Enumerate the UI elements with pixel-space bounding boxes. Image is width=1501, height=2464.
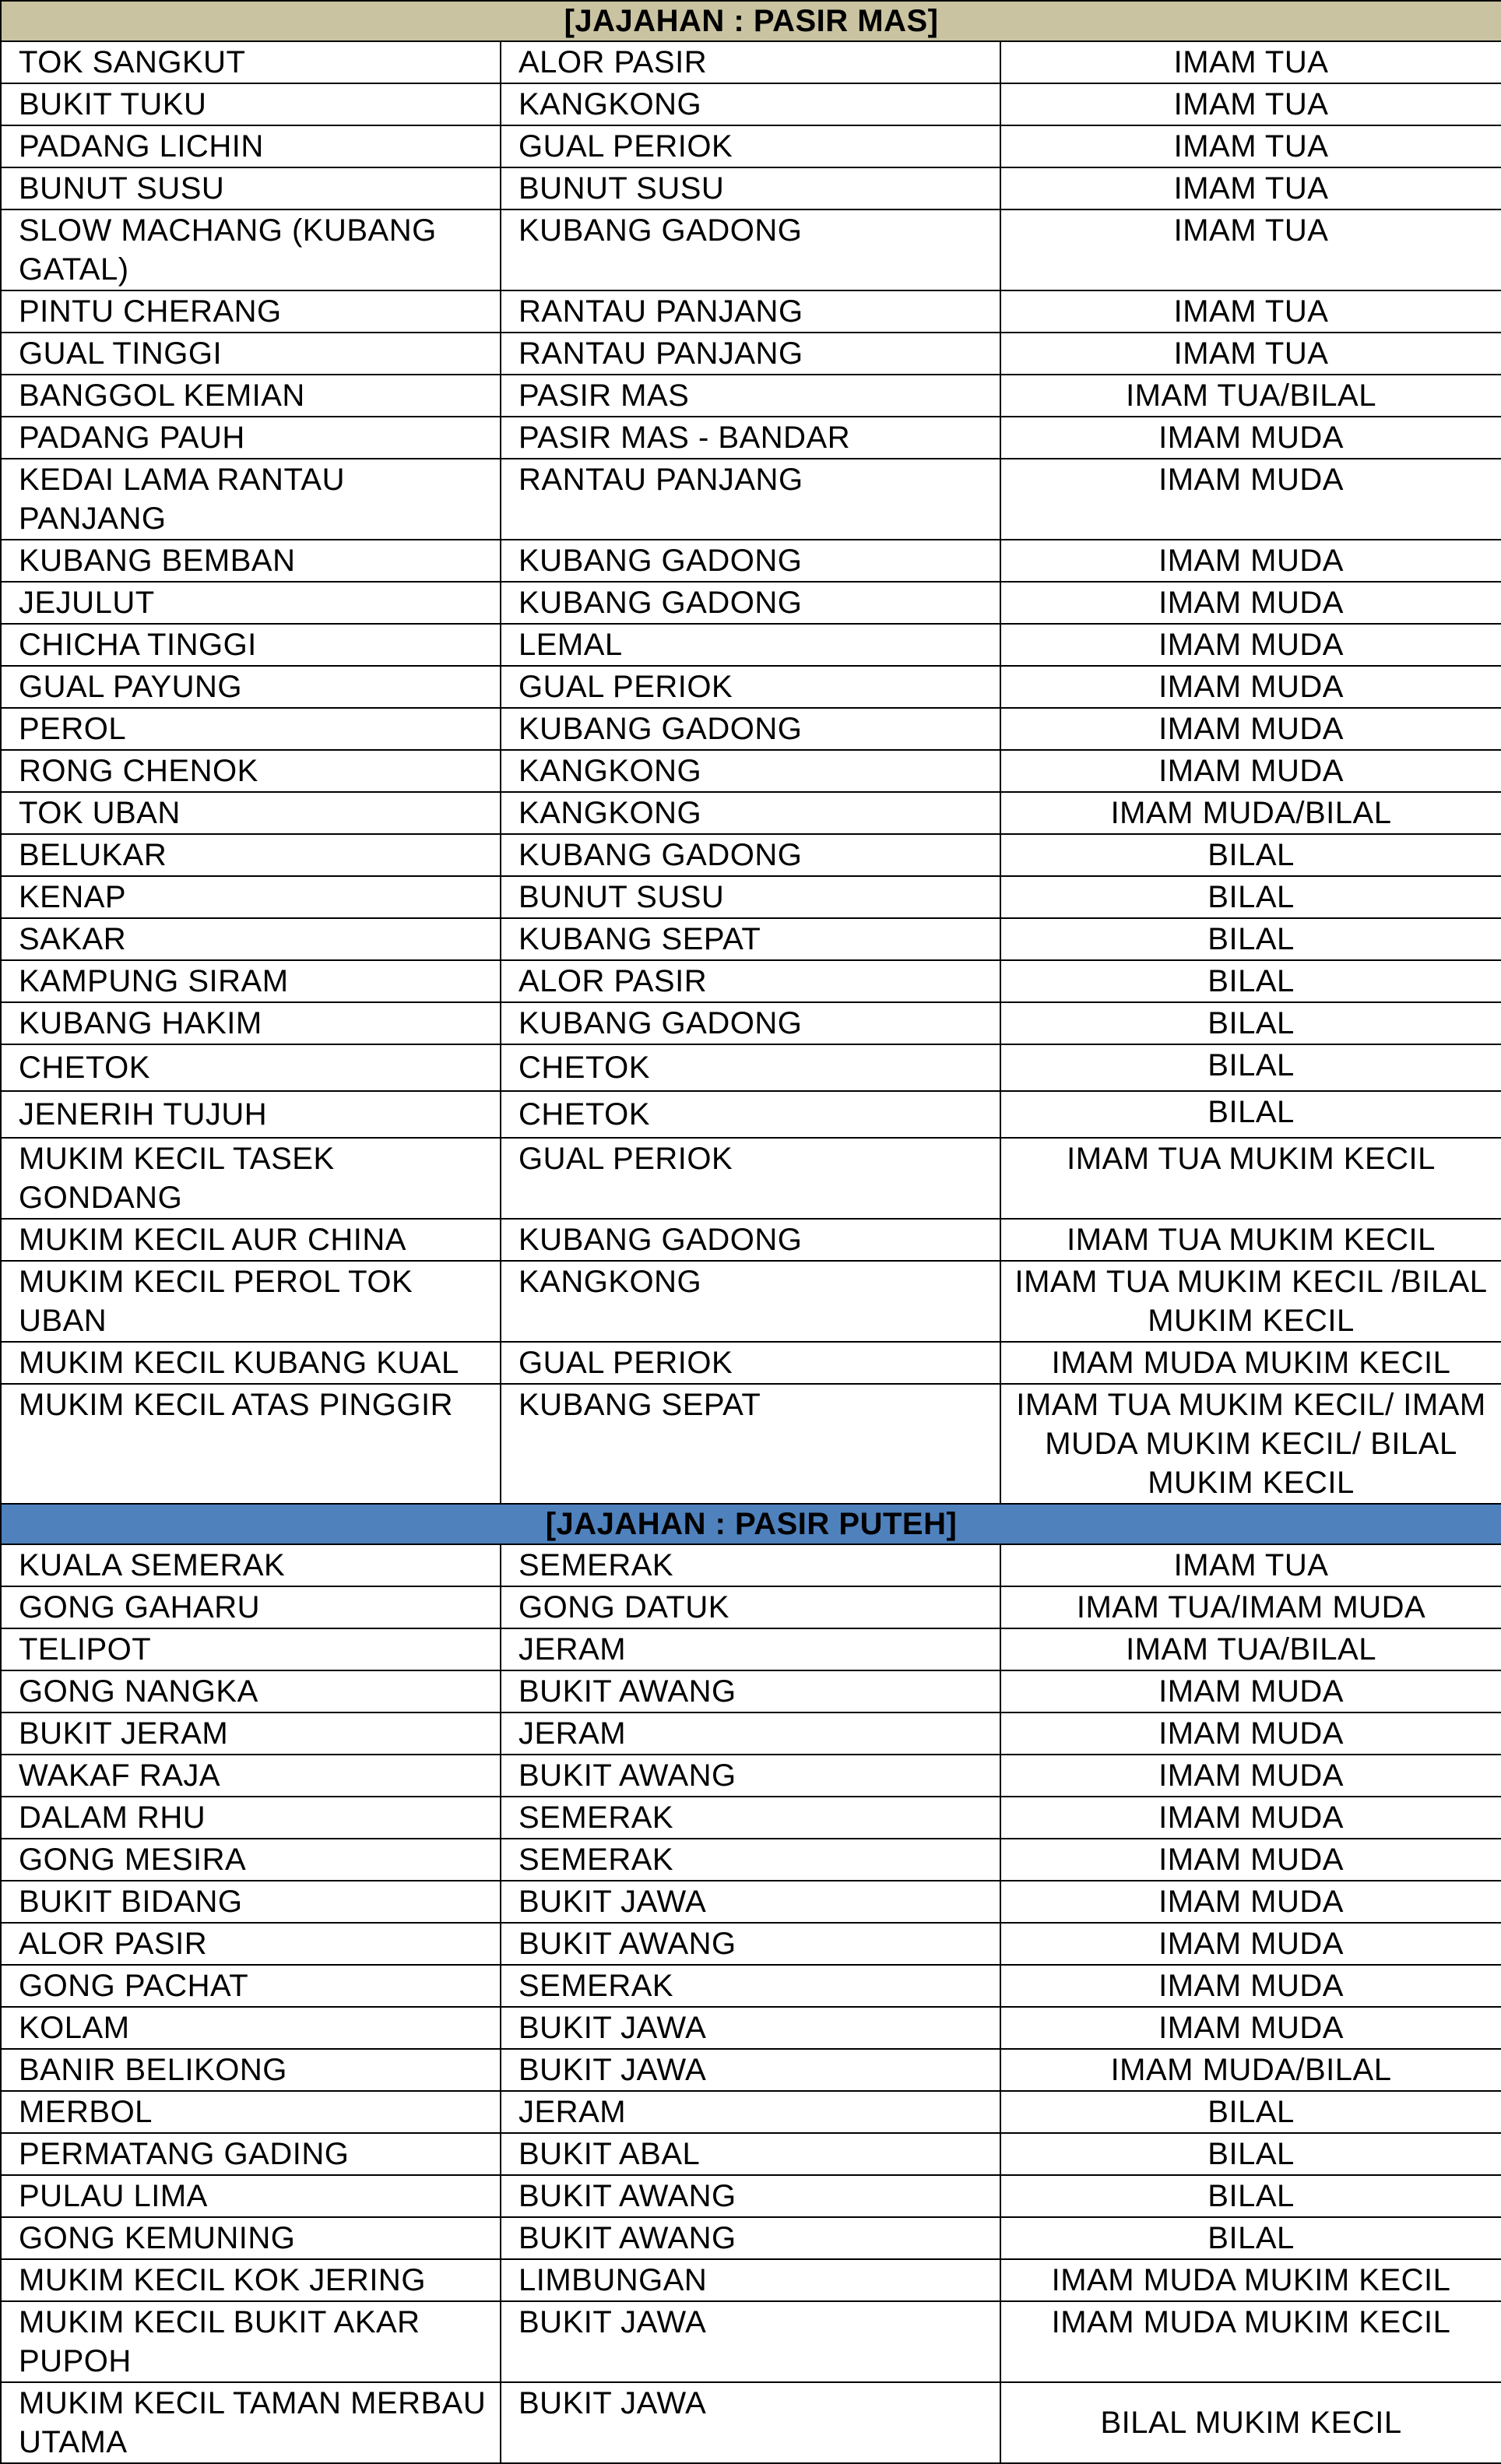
daerah-cell: KUBANG GADONG <box>501 708 1000 750</box>
mukim-cell: KENAP <box>1 876 501 918</box>
jawatan-cell: IMAM TUA/BILAL <box>1000 375 1501 417</box>
table-row <box>1 417 1501 459</box>
jawatan-cell: IMAM MUDA <box>1000 582 1501 624</box>
jawatan-cell: IMAM MUDA <box>1000 2007 1501 2049</box>
table-row <box>1 918 1501 960</box>
jawatan-cell: IMAM MUDA MUKIM KECIL <box>1000 2259 1501 2301</box>
table-row <box>1 1091 1501 1138</box>
mukim-cell: CHICHA TINGGI <box>1 624 501 666</box>
table-row <box>1 750 1501 792</box>
mukim-cell: PADANG LICHIN <box>1 125 501 167</box>
jawatan-cell: IMAM TUA <box>1000 333 1501 375</box>
table-row <box>1 1002 1501 1044</box>
section-header <box>1 1504 1501 1544</box>
jawatan-cell: IMAM TUA <box>1000 290 1501 333</box>
jawatan-cell: IMAM MUDA <box>1000 666 1501 708</box>
mukim-cell: KEDAI LAMA RANTAU PANJANG <box>1 459 501 540</box>
mukim-cell: MUKIM KECIL TASEK GONDANG <box>1 1138 501 1219</box>
table-row <box>1 2382 1501 2463</box>
jawatan-cell: BILAL MUKIM KECIL <box>1000 2382 1501 2463</box>
section-header <box>1 1 1501 41</box>
mukim-cell: BANGGOL KEMIAN <box>1 375 501 417</box>
daerah-cell: KUBANG GADONG <box>501 540 1000 582</box>
daerah-cell: BUKIT AWANG <box>501 2175 1000 2217</box>
daerah-cell: RANTAU PANJANG <box>501 290 1000 333</box>
table-row <box>1 1544 1501 1586</box>
jawatan-cell: BILAL <box>1000 876 1501 918</box>
table-row <box>1 333 1501 375</box>
jawatan-cell: IMAM TUA MUKIM KECIL /BILAL MUKIM KECIL <box>1000 1261 1501 1342</box>
daerah-cell: KUBANG SEPAT <box>501 1384 1000 1504</box>
mukim-cell: WAKAF RAJA <box>1 1755 501 1797</box>
mukim-cell: ALOR PASIR <box>1 1923 501 1965</box>
table-row <box>1 83 1501 125</box>
mukim-cell: MERBOL <box>1 2091 501 2133</box>
table-row <box>1 125 1501 167</box>
jawatan-cell: IMAM MUDA <box>1000 624 1501 666</box>
mukim-cell: BUNUT SUSU <box>1 167 501 209</box>
table-row <box>1 1044 1501 1091</box>
table-row <box>1 2259 1501 2301</box>
daerah-cell: KANGKONG <box>501 792 1000 834</box>
mukim-cell: KUBANG HAKIM <box>1 1002 501 1044</box>
daerah-cell: ALOR PASIR <box>501 960 1000 1002</box>
daerah-cell: GUAL PERIOK <box>501 1138 1000 1219</box>
jawatan-cell: IMAM TUA MUKIM KECIL <box>1000 1219 1501 1261</box>
table-row <box>1 167 1501 209</box>
daerah-cell: GUAL PERIOK <box>501 1342 1000 1384</box>
table-row <box>1 1839 1501 1881</box>
daerah-cell: SEMERAK <box>501 1544 1000 1586</box>
daerah-cell: BUKIT JAWA <box>501 2382 1000 2463</box>
daerah-cell: BUKIT JAWA <box>501 2049 1000 2091</box>
jawatan-cell: IMAM MUDA <box>1000 1965 1501 2007</box>
jawatan-cell: IMAM TUA <box>1000 167 1501 209</box>
mukim-cell: GONG PACHAT <box>1 1965 501 2007</box>
daerah-cell: RANTAU PANJANG <box>501 333 1000 375</box>
jawatan-cell: IMAM MUDA <box>1000 708 1501 750</box>
daerah-cell: CHETOK <box>501 1044 1000 1091</box>
daerah-cell: KUBANG GADONG <box>501 1219 1000 1261</box>
jawatan-cell: BILAL <box>1000 1044 1501 1091</box>
mukim-cell: BUKIT TUKU <box>1 83 501 125</box>
table-row <box>1 834 1501 876</box>
mukim-cell: MUKIM KECIL TAMAN MERBAU UTAMA <box>1 2382 501 2463</box>
daerah-cell: BUKIT AWANG <box>501 1755 1000 1797</box>
jawatan-cell: IMAM MUDA/BILAL <box>1000 2049 1501 2091</box>
mukim-cell: GONG NANGKA <box>1 1670 501 1712</box>
table-row <box>1 1586 1501 1628</box>
mukim-cell: JENERIH TUJUH <box>1 1091 501 1138</box>
jawatan-cell: BILAL <box>1000 918 1501 960</box>
table-row <box>1 2301 1501 2382</box>
mukim-cell: KUBANG BEMBAN <box>1 540 501 582</box>
jawatan-cell: BILAL <box>1000 2175 1501 2217</box>
table-row <box>1 1965 1501 2007</box>
daerah-cell: GONG DATUK <box>501 1586 1000 1628</box>
table-row <box>1 290 1501 333</box>
mukim-cell: BUKIT BIDANG <box>1 1881 501 1923</box>
mukim-cell: PULAU LIMA <box>1 2175 501 2217</box>
table-row <box>1 582 1501 624</box>
jawatan-cell: IMAM MUDA <box>1000 1712 1501 1755</box>
mukim-cell: PINTU CHERANG <box>1 290 501 333</box>
daerah-cell: SEMERAK <box>501 1965 1000 2007</box>
mukim-cell: JEJULUT <box>1 582 501 624</box>
section-title: [JAJAHAN : PASIR PUTEH] <box>1 1504 1501 1544</box>
table-row <box>1 792 1501 834</box>
daerah-cell: KUBANG GADONG <box>501 1002 1000 1044</box>
mukim-cell: BUKIT JERAM <box>1 1712 501 1755</box>
mukim-cell: GUAL PAYUNG <box>1 666 501 708</box>
mukim-cell: GONG GAHARU <box>1 1586 501 1628</box>
table-row <box>1 2175 1501 2217</box>
daerah-cell: BUKIT AWANG <box>501 1923 1000 1965</box>
jawatan-cell: IMAM TUA <box>1000 83 1501 125</box>
table-row <box>1 375 1501 417</box>
daerah-cell: KANGKONG <box>501 750 1000 792</box>
jawatan-cell: IMAM TUA MUKIM KECIL <box>1000 1138 1501 1219</box>
table-row <box>1 2091 1501 2133</box>
daerah-cell: PASIR MAS <box>501 375 1000 417</box>
daerah-cell: PASIR MAS - BANDAR <box>501 417 1000 459</box>
table-row <box>1 708 1501 750</box>
jawatan-cell: IMAM MUDA <box>1000 750 1501 792</box>
jawatan-cell: BILAL <box>1000 1091 1501 1138</box>
mukim-cell: BELUKAR <box>1 834 501 876</box>
table-row <box>1 1923 1501 1965</box>
jawatan-cell: IMAM TUA <box>1000 1544 1501 1586</box>
mukim-cell: BANIR BELIKONG <box>1 2049 501 2091</box>
daerah-cell: BUKIT AWANG <box>501 2217 1000 2259</box>
daerah-cell: BUKIT ABAL <box>501 2133 1000 2175</box>
table-row <box>1 1384 1501 1504</box>
mukim-cell: GONG KEMUNING <box>1 2217 501 2259</box>
mukim-cell: KAMPUNG SIRAM <box>1 960 501 1002</box>
jawatan-cell: IMAM TUA <box>1000 209 1501 290</box>
mukim-cell: GONG MESIRA <box>1 1839 501 1881</box>
table-row <box>1 1261 1501 1342</box>
table-row <box>1 1138 1501 1219</box>
jawatan-cell: IMAM MUDA <box>1000 1670 1501 1712</box>
table-row <box>1 2217 1501 2259</box>
table-row <box>1 540 1501 582</box>
table-row <box>1 1881 1501 1923</box>
mukim-cell: PADANG PAUH <box>1 417 501 459</box>
mukim-cell: TOK UBAN <box>1 792 501 834</box>
mukim-cell: TELIPOT <box>1 1628 501 1670</box>
jawatan-cell: IMAM TUA/BILAL <box>1000 1628 1501 1670</box>
mukim-cell: MUKIM KECIL BUKIT AKAR PUPOH <box>1 2301 501 2382</box>
mukim-cell: MUKIM KECIL AUR CHINA <box>1 1219 501 1261</box>
table-row <box>1 209 1501 290</box>
mukim-cell: PEROL <box>1 708 501 750</box>
daerah-cell: BUKIT JAWA <box>501 1881 1000 1923</box>
table-row <box>1 2049 1501 2091</box>
table-row <box>1 624 1501 666</box>
daerah-cell: ALOR PASIR <box>501 41 1000 83</box>
jawatan-cell: IMAM TUA/IMAM MUDA <box>1000 1586 1501 1628</box>
table-row <box>1 1670 1501 1712</box>
jawatan-cell: IMAM TUA <box>1000 125 1501 167</box>
table-row <box>1 41 1501 83</box>
mukim-cell: GUAL TINGGI <box>1 333 501 375</box>
daerah-cell: GUAL PERIOK <box>501 125 1000 167</box>
jawatan-cell: IMAM MUDA MUKIM KECIL <box>1000 2301 1501 2382</box>
table-row <box>1 876 1501 918</box>
jawatan-cell: IMAM MUDA/BILAL <box>1000 792 1501 834</box>
mukim-cell: MUKIM KECIL ATAS PINGGIR <box>1 1384 501 1504</box>
daerah-cell: CHETOK <box>501 1091 1000 1138</box>
jawatan-cell: BILAL <box>1000 834 1501 876</box>
daerah-cell: KUBANG GADONG <box>501 834 1000 876</box>
jawatan-cell: IMAM MUDA <box>1000 1881 1501 1923</box>
mukim-cell: PERMATANG GADING <box>1 2133 501 2175</box>
mukim-cell: KOLAM <box>1 2007 501 2049</box>
table-row <box>1 1628 1501 1670</box>
jawatan-cell: IMAM TUA MUKIM KECIL/ IMAM MUDA MUKIM KECIL/ BILAL MUKIM KECIL <box>1000 1384 1501 1504</box>
mukim-cell: SAKAR <box>1 918 501 960</box>
daerah-cell: JERAM <box>501 2091 1000 2133</box>
mukim-cell: TOK SANGKUT <box>1 41 501 83</box>
table-row <box>1 1712 1501 1755</box>
jawatan-cell: IMAM MUDA <box>1000 1839 1501 1881</box>
daerah-cell: BUNUT SUSU <box>501 876 1000 918</box>
daerah-cell: BUKIT JAWA <box>501 2301 1000 2382</box>
table-row <box>1 2007 1501 2049</box>
table-row <box>1 1342 1501 1384</box>
mukim-cell: RONG CHENOK <box>1 750 501 792</box>
daerah-cell: GUAL PERIOK <box>501 666 1000 708</box>
table-row <box>1 2133 1501 2175</box>
jawatan-cell: IMAM MUDA <box>1000 417 1501 459</box>
daerah-cell: LIMBUNGAN <box>501 2259 1000 2301</box>
jawatan-cell: IMAM MUDA <box>1000 1923 1501 1965</box>
daerah-cell: BUKIT JAWA <box>501 2007 1000 2049</box>
table-body <box>1 1 1501 2463</box>
daerah-cell: KUBANG GADONG <box>501 209 1000 290</box>
table-row <box>1 960 1501 1002</box>
daerah-cell: BUNUT SUSU <box>501 167 1000 209</box>
jawatan-cell: IMAM MUDA <box>1000 459 1501 540</box>
table-row <box>1 459 1501 540</box>
jawatan-cell: IMAM MUDA <box>1000 1755 1501 1797</box>
daerah-cell: JERAM <box>501 1628 1000 1670</box>
daerah-cell: BUKIT AWANG <box>501 1670 1000 1712</box>
mukim-cell: KUALA SEMERAK <box>1 1544 501 1586</box>
table-row <box>1 666 1501 708</box>
mukim-cell: SLOW MACHANG (KUBANG GATAL) <box>1 209 501 290</box>
table-row <box>1 1755 1501 1797</box>
daerah-cell: KUBANG SEPAT <box>501 918 1000 960</box>
jawatan-cell: IMAM MUDA <box>1000 1797 1501 1839</box>
mukim-cell: MUKIM KECIL KUBANG KUAL <box>1 1342 501 1384</box>
jawatan-cell: BILAL <box>1000 2133 1501 2175</box>
daerah-cell: RANTAU PANJANG <box>501 459 1000 540</box>
daerah-cell: KANGKONG <box>501 83 1000 125</box>
daerah-cell: SEMERAK <box>501 1839 1000 1881</box>
jawatan-cell: IMAM MUDA MUKIM KECIL <box>1000 1342 1501 1384</box>
jawatan-cell: IMAM MUDA <box>1000 540 1501 582</box>
daerah-cell: SEMERAK <box>501 1797 1000 1839</box>
section-title: [JAJAHAN : PASIR MAS] <box>1 1 1501 41</box>
daerah-cell: KUBANG GADONG <box>501 582 1000 624</box>
jawatan-cell: BILAL <box>1000 2217 1501 2259</box>
mukim-cell: DALAM RHU <box>1 1797 501 1839</box>
table-row <box>1 1219 1501 1261</box>
mukim-cell: MUKIM KECIL PEROL TOK UBAN <box>1 1261 501 1342</box>
mukim-cell: MUKIM KECIL KOK JERING <box>1 2259 501 2301</box>
daerah-cell: KANGKONG <box>501 1261 1000 1342</box>
table-row <box>1 1797 1501 1839</box>
mukim-cell: CHETOK <box>1 1044 501 1091</box>
daerah-cell: LEMAL <box>501 624 1000 666</box>
jawatan-cell: IMAM TUA <box>1000 41 1501 83</box>
jawatan-cell: BILAL <box>1000 2091 1501 2133</box>
jawatan-cell: BILAL <box>1000 960 1501 1002</box>
jawatan-cell: BILAL <box>1000 1002 1501 1044</box>
daerah-cell: JERAM <box>501 1712 1000 1755</box>
